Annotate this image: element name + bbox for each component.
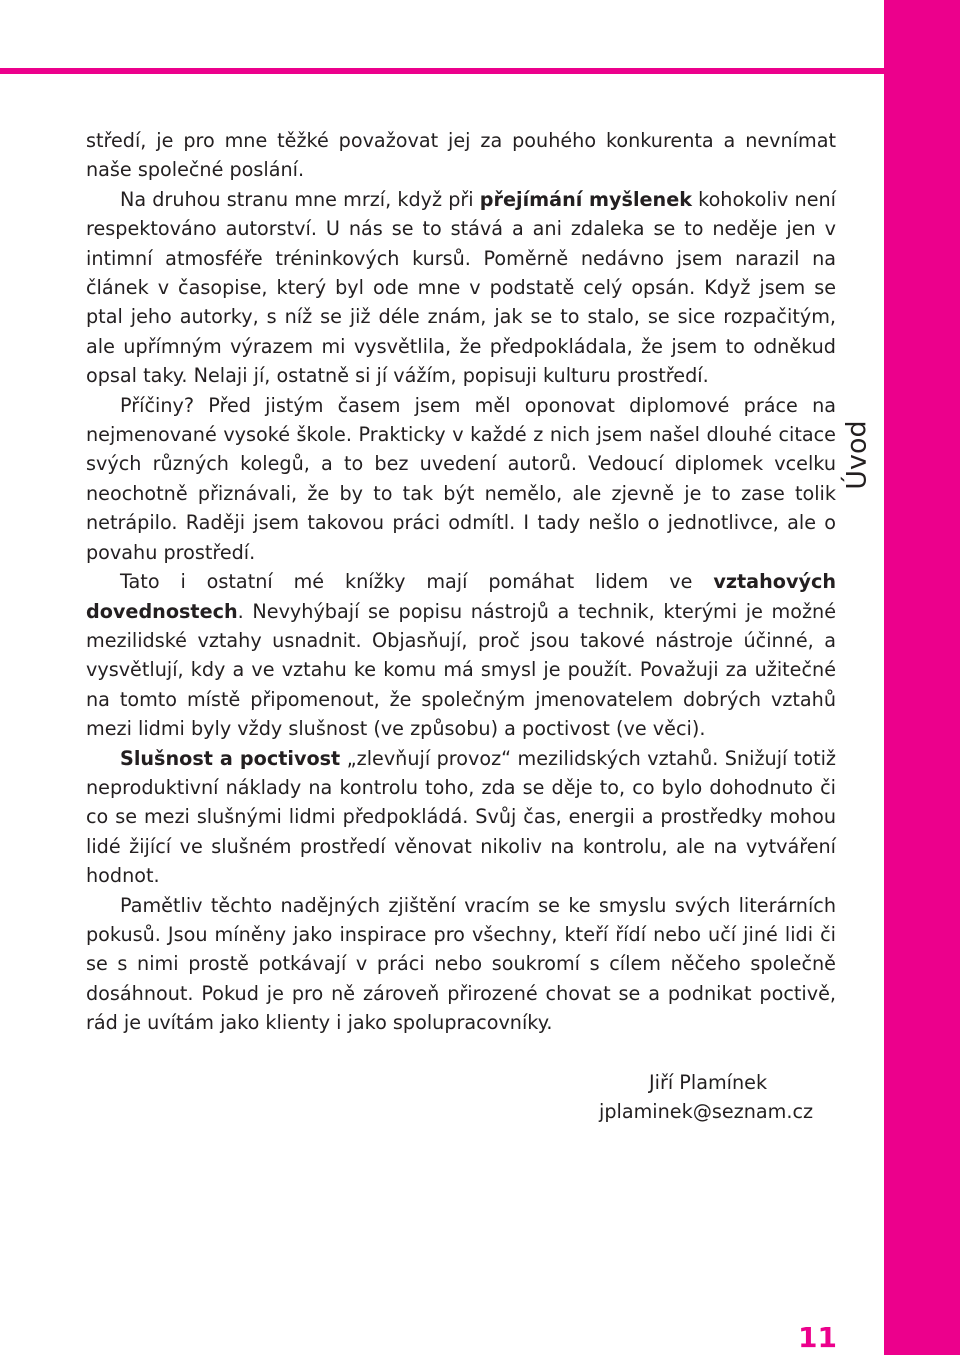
emphasis-slusnost: Slušnost a poctivost [120,746,341,770]
emphasis-prejimani: přejímání myšlenek [479,187,692,211]
page-number: 11 [798,1321,837,1354]
paragraph-1: středí, je pro mne těžké považovat jej za pouhého konkurenta a nevnímat naše společné poslání. [86,129,836,182]
signature-block [599,1068,813,1127]
paragraph-6: Pamětliv těchto nadějných zjištění vracím se ke smyslu svých literárních pokusů. Jsou míněny jako inspirace pro všechny, kteří řídí nebo učí jiné lidi či se s nimi prostě potkávají v práci nebo soukromí s cílem něčeho společně dosáhnout. Pokud je pro ně zároveň přirozené chovat se a podnikat poctivě, rád je uvítám jako klienty i jako spolupracovníky. [86,893,836,1035]
author-email: jplaminek@seznam.cz [599,1100,814,1124]
top-accent-rule [0,68,884,74]
paragraph-2: Na druhou stranu mne mrzí, když při přejímání myšlenek kohokoliv není respektováno autorství. U nás se to stává a ani zdaleka se to neděje jen v intimní atmosféře tréninkových kursů. Poměrně nedávno jsem narazil na článek v časopise, který byl ode mne v podstatě celý opsán. Když jsem se ptal jeho autorky, s níž se již déle znám, jak se to stalo, se sice rozpačitým, ale upřímným výrazem mi vysvětlila, že předpokládala, že jsem to odněkud opsal taky. Nelaji jí, ostatně si jí vážím, popisuji kulturu prostředí. [86,187,836,388]
author-name: Jiří Plamínek [649,1071,768,1094]
paragraph-3: Příčiny? Před jistým časem jsem měl oponovat diplomové práce na nejmenované vysoké škole. Prakticky v každé z nich jsem našel dlouhé citace svých různých kolegů, a to bez uvedení autorů. Vedoucí diplomek vcelku neochotně přiznávali, že by to tak být nemělo, ale zjevně je to zase tolik netrápilo. Raději jsem takovou práci odmítl. I tady nešlo o jednotlivce, ale o povahu prostředí. [86,393,836,564]
paragraph-5: Slušnost a poctivost „zlevňují provoz“ mezilidských vztahů. Snižují totiž neproduktivní náklady na kontrolu toho, zda se děje to, co bylo dohodnuto či co se mezi slušnými lidmi předpokládá. Svůj čas, energii a prostředky mohou lidé žijící ve slušném prostředí věnovat nikoliv na kontrolu, ale na vytváření hodnot. [86,746,836,888]
chapter-side-tab [884,0,960,1355]
body-text [86,126,836,1038]
chapter-label: Úvod [841,420,873,490]
emphasis-vztahove-dovednosti: vztahových dovednostech [86,570,836,623]
paragraph-4: Tato i ostatní mé knížky mají pomáhat lidem ve vztahových dovednostech. Nevyhýbají se popisu nástrojů a technik, kterými je možné mezilidské vztahy usnadnit. Objasňují, proč jsou takové nástroje účinné, a vysvětlují, kdy a ve vztahu ke komu má smysl je použít. Považuji za užitečné na tomto místě připomenout, že společným jmenovatelem dobrých vztahů mezi lidmi byly vždy slušnost (ve způsobu) a poctivost (ve věci). [86,570,836,741]
